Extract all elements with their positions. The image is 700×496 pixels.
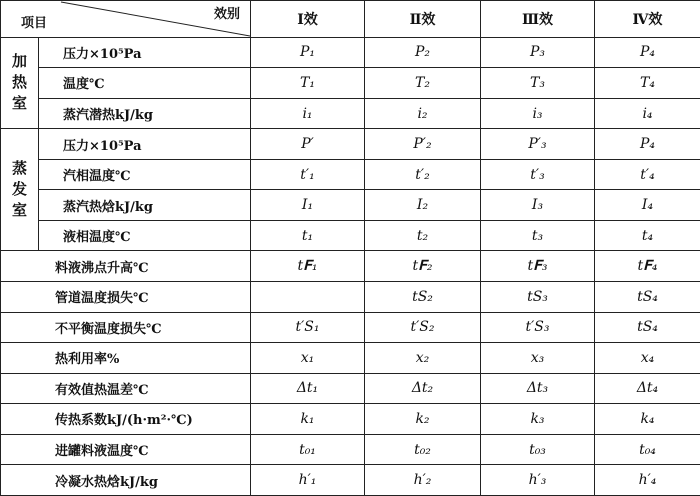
table-row: [1, 98, 700, 129]
row-label: 料液沸点升高℃: [1, 251, 251, 282]
cell-value: t′₂: [365, 159, 481, 190]
table-row: [1, 434, 700, 465]
row-label: 不平衡温度损失℃: [1, 312, 251, 343]
row-label: 管道温度损失℃: [1, 282, 251, 313]
cell-value: T₁: [251, 68, 365, 99]
row-label: 压力×10⁵Pa: [39, 129, 251, 160]
column-header-label: 效别: [213, 7, 240, 22]
table-row: [1, 190, 700, 221]
cell-value: x₁: [251, 343, 365, 374]
row-label: 汽相温度℃: [39, 159, 251, 190]
cell-value: t′₁: [251, 159, 365, 190]
cell-value: I₃: [481, 190, 595, 221]
row-label: 冷凝水热焓kJ/kg: [1, 465, 251, 496]
cell-value: Δt₃: [481, 373, 595, 404]
table-row: [1, 37, 700, 68]
cell-value: tS₄: [595, 282, 700, 313]
cell-value: i₁: [251, 98, 365, 129]
cell-value: t𝐅₃: [481, 251, 595, 282]
table-row: [1, 343, 700, 374]
cell-value: x₃: [481, 343, 595, 374]
cell-value: t₀₁: [251, 434, 365, 465]
table-row: [1, 373, 700, 404]
column-header-effect-3: Ⅲ效: [481, 1, 595, 38]
row-header-label: 项目: [21, 15, 48, 31]
cell-value: t𝐅₁: [251, 251, 365, 282]
cell-value: i₃: [481, 98, 595, 129]
cell-value: t𝐅₂: [365, 251, 481, 282]
group-label-evaporation-chamber: [1, 129, 39, 251]
cell-value: P₁: [251, 37, 365, 68]
table-row: [1, 404, 700, 435]
group-label-heating-chamber: [1, 37, 39, 129]
cell-value: t₀₃: [481, 434, 595, 465]
row-label: 有效值热温差℃: [1, 373, 251, 404]
cell-value: h′₂: [365, 465, 481, 496]
row-label: 进罐料液温度℃: [1, 434, 251, 465]
cell-value: t′S₃: [481, 312, 595, 343]
group-char: 室: [11, 201, 27, 220]
table-row: [1, 159, 700, 190]
cell-value: T₂: [365, 68, 481, 99]
row-label: 压力×10⁵Pa: [39, 37, 251, 68]
group-char: 加: [11, 52, 27, 71]
row-label: 温度℃: [39, 68, 251, 99]
row-label: 液相温度℃: [39, 220, 251, 251]
cell-value: k₂: [365, 404, 481, 435]
cell-value: t₄: [595, 220, 700, 251]
corner-header-cell: [1, 1, 251, 38]
cell-value: tS₃: [481, 282, 595, 313]
row-label: 蒸汽热焓kJ/kg: [39, 190, 251, 221]
cell-value: h′₃: [481, 465, 595, 496]
row-label: 热利用率%: [1, 343, 251, 374]
group-char: 蒸: [11, 159, 27, 178]
cell-value: t𝐅₄: [595, 251, 700, 282]
row-label: 传热系数kJ/(h·m²·℃): [1, 404, 251, 435]
cell-value: P₃: [481, 37, 595, 68]
cell-value: P₂: [365, 37, 481, 68]
cell-value: h′₄: [595, 465, 700, 496]
column-header-effect-2: Ⅱ效: [365, 1, 481, 38]
table-row: [1, 312, 700, 343]
cell-value: x₂: [365, 343, 481, 374]
cell-value: Δt₄: [595, 373, 700, 404]
cell-value: P′: [251, 129, 365, 160]
table-row: [1, 68, 700, 99]
cell-value: t₁: [251, 220, 365, 251]
cell-value: P′₂: [365, 129, 481, 160]
cell-value: Δt₁: [251, 373, 365, 404]
table-row: [1, 465, 700, 496]
cell-value: t₀₄: [595, 434, 700, 465]
table-row: [1, 251, 700, 282]
cell-value: i₄: [595, 98, 700, 129]
cell-value: t′₃: [481, 159, 595, 190]
cell-value: P′₃: [481, 129, 595, 160]
cell-value: x₄: [595, 343, 700, 374]
cell-value: k₁: [251, 404, 365, 435]
row-label: 蒸汽潜热kJ/kg: [39, 98, 251, 129]
table-row: [1, 220, 700, 251]
cell-value: Δt₂: [365, 373, 481, 404]
table-row: [1, 129, 700, 160]
column-header-effect-4: Ⅳ效: [595, 1, 700, 38]
group-char: 热: [11, 73, 27, 92]
table-row: [1, 282, 700, 313]
cell-value: T₃: [481, 68, 595, 99]
cell-value: t₂: [365, 220, 481, 251]
cell-value: P₄: [595, 37, 700, 68]
cell-value: t′S₁: [251, 312, 365, 343]
cell-value: I₂: [365, 190, 481, 221]
cell-value: k₃: [481, 404, 595, 435]
header-row: [1, 1, 700, 38]
cell-value: t′S₂: [365, 312, 481, 343]
cell-value: t′₄: [595, 159, 700, 190]
cell-value: [251, 282, 365, 313]
cell-value: P₄: [595, 129, 700, 160]
cell-value: k₄: [595, 404, 700, 435]
group-char: 发: [11, 180, 27, 199]
cell-value: tS₄: [595, 312, 700, 343]
group-char: 室: [11, 94, 27, 113]
cell-value: t₃: [481, 220, 595, 251]
cell-value: tS₂: [365, 282, 481, 313]
cell-value: h′₁: [251, 465, 365, 496]
cell-value: I₁: [251, 190, 365, 221]
column-header-effect-1: Ⅰ效: [251, 1, 365, 38]
cell-value: I₄: [595, 190, 700, 221]
cell-value: i₂: [365, 98, 481, 129]
cell-value: t₀₂: [365, 434, 481, 465]
cell-value: T₄: [595, 68, 700, 99]
